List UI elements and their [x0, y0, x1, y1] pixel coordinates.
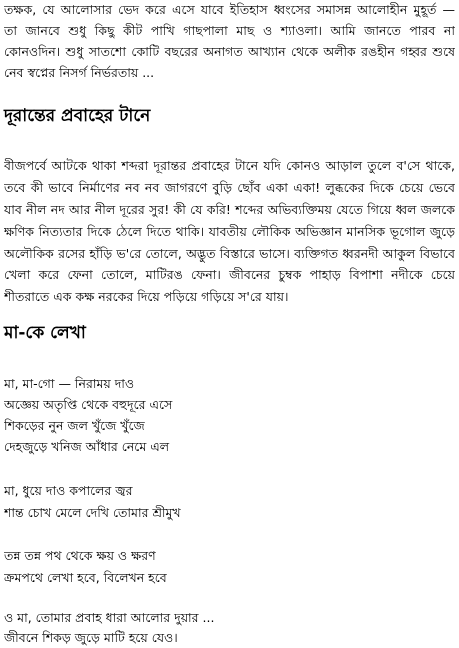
intro-line: তা জানবে শুধু কিছু কীট পাখি গাছপালা মাছ ও শ্যাওলা। আমি জানতে পারব না: [4, 23, 455, 38]
paragraph-line: অলৌকিক রসের হাঁড়ি ভ'রে তোলে, অদ্ভুত বিস্তারে ভাসে। ব্যক্তিগত ধ্বরনদী আকুল বিভাবে: [4, 246, 455, 261]
poem-line: দেহজুড়ে খনিজ আঁধার নেমে এল: [4, 439, 170, 454]
paragraph-line: ক্ষণিক নিত্যতার দিকে ঠেলে দিতে থাকি। যাবতীয় লৌকিক অভিজ্ঞান মানসিক ভূগোল জুড়ে: [4, 224, 455, 239]
paragraph-line: শীতরাতে এক কক্ষ নরকের দিয়ে পড়িয়ে গড়িয়ে স'রে যায়।: [4, 289, 289, 304]
poem-line: জীবনে শিকড় জুড়ে মাটি হয়ে যেও।: [4, 630, 178, 645]
section-heading: দূরান্তের প্রবাহের টানে: [4, 106, 151, 126]
poem-line: অজ্ঞেয় অতৃপ্তি থেকে বহুদূরে এসে: [4, 397, 173, 412]
paragraph-line: বীজপর্বে আটকে থাকা শব্দরা দূরান্তর প্রবাহের টানে যদি কোনও আড়াল তুলে ব'সে থাকে,: [4, 158, 455, 173]
paragraph-line: যাব নীল নদ আর নীল দূরের সুর! কী যে করি! শব্দের অভিব্যক্তিময় যেতে গিয়ে ধ্বল জলকে: [4, 202, 455, 217]
section-heading: মা-কে লেখা: [4, 323, 86, 343]
intro-line: তক্ষক, যে আলোসার ভেদ করে এসে যাবে ইতিহাস ধ্বংসের সমাসন্ন আলোহীন মুহূর্ত —: [4, 2, 455, 17]
poem-line: ও মা, তোমার প্রবাহ ধারা আলোর দুয়ার ...: [4, 610, 215, 625]
intro-line: নেব স্বপ্নের নিসর্গ নির্ভরতায় ...: [4, 65, 155, 80]
poem-line: ক্রমপথে লেখা হবে, বিলেখন হবে: [4, 570, 167, 585]
intro-line: কোনওদিন। শুধু সাতশো কোটি বছরের অনাগত আখ্যান থেকে অলীক রঙহীন গহ্বর শুষে: [4, 44, 455, 59]
poem-line: শান্ত চোখ মেলে দেখি তোমার শ্রীমুখ: [4, 505, 181, 520]
paragraph-line: খেলা করে ফেনা তোলে, মাটিরঙ ফেনা। জীবনের চুম্বক পাহাড় বিপাশা নদীকে চেয়ে: [4, 267, 455, 282]
poem-line: মা, মা-গো — নিরাময় দাও: [4, 376, 135, 391]
poem-line: শিকড়ের নুন জল খুঁজে খুঁজে: [4, 418, 145, 433]
poem-line: মা, ধুয়ে দাও কপালের জ্বর: [4, 483, 133, 498]
poem-line: তন্ন তন্ন পথ থেকে ক্ষয় ও ক্ষরণ: [4, 548, 156, 563]
paragraph-line: তবে কী ভাবে নির্মাণের নব নব জাগরণে বুড়ি ছোঁব একা একা! লুব্ধকের দিকে চেয়ে ভেবে: [4, 180, 455, 195]
